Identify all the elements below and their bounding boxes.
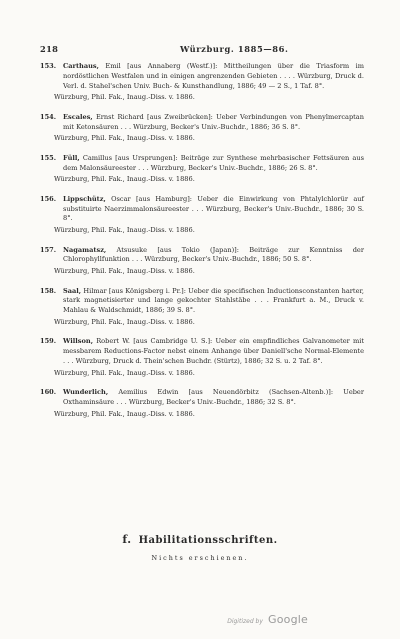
entry-number: 158. xyxy=(40,286,57,295)
entry-text xyxy=(63,62,364,91)
google-logo: Google xyxy=(268,613,308,626)
author-name: Nagamatsz, xyxy=(63,245,107,254)
google-watermark xyxy=(227,608,308,627)
dissertation-note: Würzburg, Phil. Fak., Inaug.-Diss. v. 1886. xyxy=(54,267,195,276)
author-name: Carthaus, xyxy=(63,62,99,70)
entry-number: 157. xyxy=(40,245,57,254)
dissertation-note: Würzburg, Phil. Fak., Inaug.-Diss. v. 1886. xyxy=(54,93,195,102)
dissertation-note: Würzburg, Phil. Fak., Inaug.-Diss. v. 1886. xyxy=(54,175,195,184)
dissertation-note: Würzburg, Phil. Fak., Inaug.-Diss. v. 1886. xyxy=(54,134,195,143)
dissertation-note: Würzburg, Phil. Fak., Inaug.-Diss. v. 1886. xyxy=(54,368,195,377)
entry-text xyxy=(63,287,364,316)
section-letter: f. xyxy=(122,533,132,546)
entry-number: 153. xyxy=(40,62,57,70)
list-item xyxy=(40,113,364,144)
entry-text xyxy=(63,195,364,224)
entry-description: Ernst Richard [aus Zweibrücken]: Ueber Verbindungen von Phenylmercaptan mit Ketonsäuren . . . Würzburg, Becker's Univ.-Buchdr., 1886; 36 S. 8°. xyxy=(63,112,364,131)
dissertation-note: Würzburg, Phil. Fak., Inaug.-Diss. v. 1886. xyxy=(54,409,195,418)
dissertation-list xyxy=(40,62,364,429)
author-name: Saal, xyxy=(63,286,82,295)
running-title: Würzburg. 1885—86. xyxy=(180,44,289,54)
dissertation-note: Würzburg, Phil. Fak., Inaug.-Diss. v. 1886. xyxy=(54,226,195,235)
author-name: Wunderlich, xyxy=(63,388,109,397)
entry-text xyxy=(63,246,364,266)
entry-number: 154. xyxy=(40,112,57,121)
list-item xyxy=(40,195,364,236)
list-item xyxy=(40,337,364,378)
page-number: 218 xyxy=(40,44,59,54)
entry-text xyxy=(63,337,364,366)
entry-description: Atsusuke [aus Tokio (Japan)]: Beiträge zur Kenntniss der Chlorophyllfunktion . . . Würzburg, Becker's Univ.-Buchdr., 1886; 50 S. 8°. xyxy=(63,245,364,264)
author-name: Escales, xyxy=(63,112,93,121)
list-item xyxy=(40,246,364,277)
entry-number: 160. xyxy=(40,388,57,397)
author-name: Lippschütz, xyxy=(63,194,106,203)
dissertation-note: Würzburg, Phil. Fak., Inaug.-Diss. v. 1886. xyxy=(54,317,195,326)
watermark-digitized: Digitized by xyxy=(227,618,263,625)
entry-number: 159. xyxy=(40,337,57,346)
entry-text xyxy=(63,113,364,133)
section-heading xyxy=(0,533,400,546)
section-title: Habilitationsschriften. xyxy=(138,535,278,546)
running-header xyxy=(40,44,360,56)
list-item xyxy=(40,287,364,328)
entry-description: Robert W. [aus Cambridge U. S.]: Ueber ein empfindliches Galvanometer mit messbarem Reductions-Factor nebst einem Anhange über Daniell'sche Normal-Elemente . . . Würzburg, Druck d. Thein'schen Buchdr. (Stürtz), 1886; 32 S. u. 2 Taf. 8°. xyxy=(63,337,364,365)
list-item xyxy=(40,62,364,103)
section-note: Nichts erschienen. xyxy=(151,554,249,562)
entry-text xyxy=(63,154,364,174)
author-name: Füll, xyxy=(63,153,80,162)
entry-text xyxy=(63,388,364,408)
entry-number: 156. xyxy=(40,194,57,203)
entry-description: Emil [aus Annaberg (Westf.)]: Mittheilungen über die Triasform im nordöstlichen Westfalen und in einigen angrenzenden Gebieten . . . . Würzburg, Druck d. Verl. d. Stahel'schen Univ. Buch- & Kunsthandlung, 1886; 49 — 2 S., 1 Taf. 8°. xyxy=(63,62,364,90)
entry-number: 155. xyxy=(40,153,57,162)
entry-description: Hilmar [aus Königsberg i. Pr.]: Ueber die specifischen Inductionsconstanten harter, stark magnetisierter und lange gekochter Stahlstäbe . . . Frankfurt a. M., Druck v. Mahlau & Waldschmidt, 1886; 39 S. 8°. xyxy=(63,286,364,315)
entry-description: Oscar [aus Hamburg]: Ueber die Einwirkung von Phtalylchlorür auf substituirte Naerzimmalonsäureester . . . Würzburg, Becker's Univ.-Buchdr., 1886; 30 S. 8°. xyxy=(63,194,364,223)
entry-description: Camillus [aus Ursprungen]: Beiträge zur Synthese mehrbasischer Fettsäuren aus dem Malonsäureester . . . Würzburg, Becker's Univ.-Buchdr., 1886; 26 S. 8°. xyxy=(63,153,364,172)
list-item xyxy=(40,154,364,185)
author-name: Willson, xyxy=(63,337,94,346)
entry-description: Aemilius Edwin [aus Neuendörbitz (Sachsen-Altenb.)]: Ueber Oxthaminsäure . . . Würzburg, Becker's Univ.-Buchdr., 1886; 32 S. 8°. xyxy=(63,388,364,406)
list-item xyxy=(40,388,364,419)
